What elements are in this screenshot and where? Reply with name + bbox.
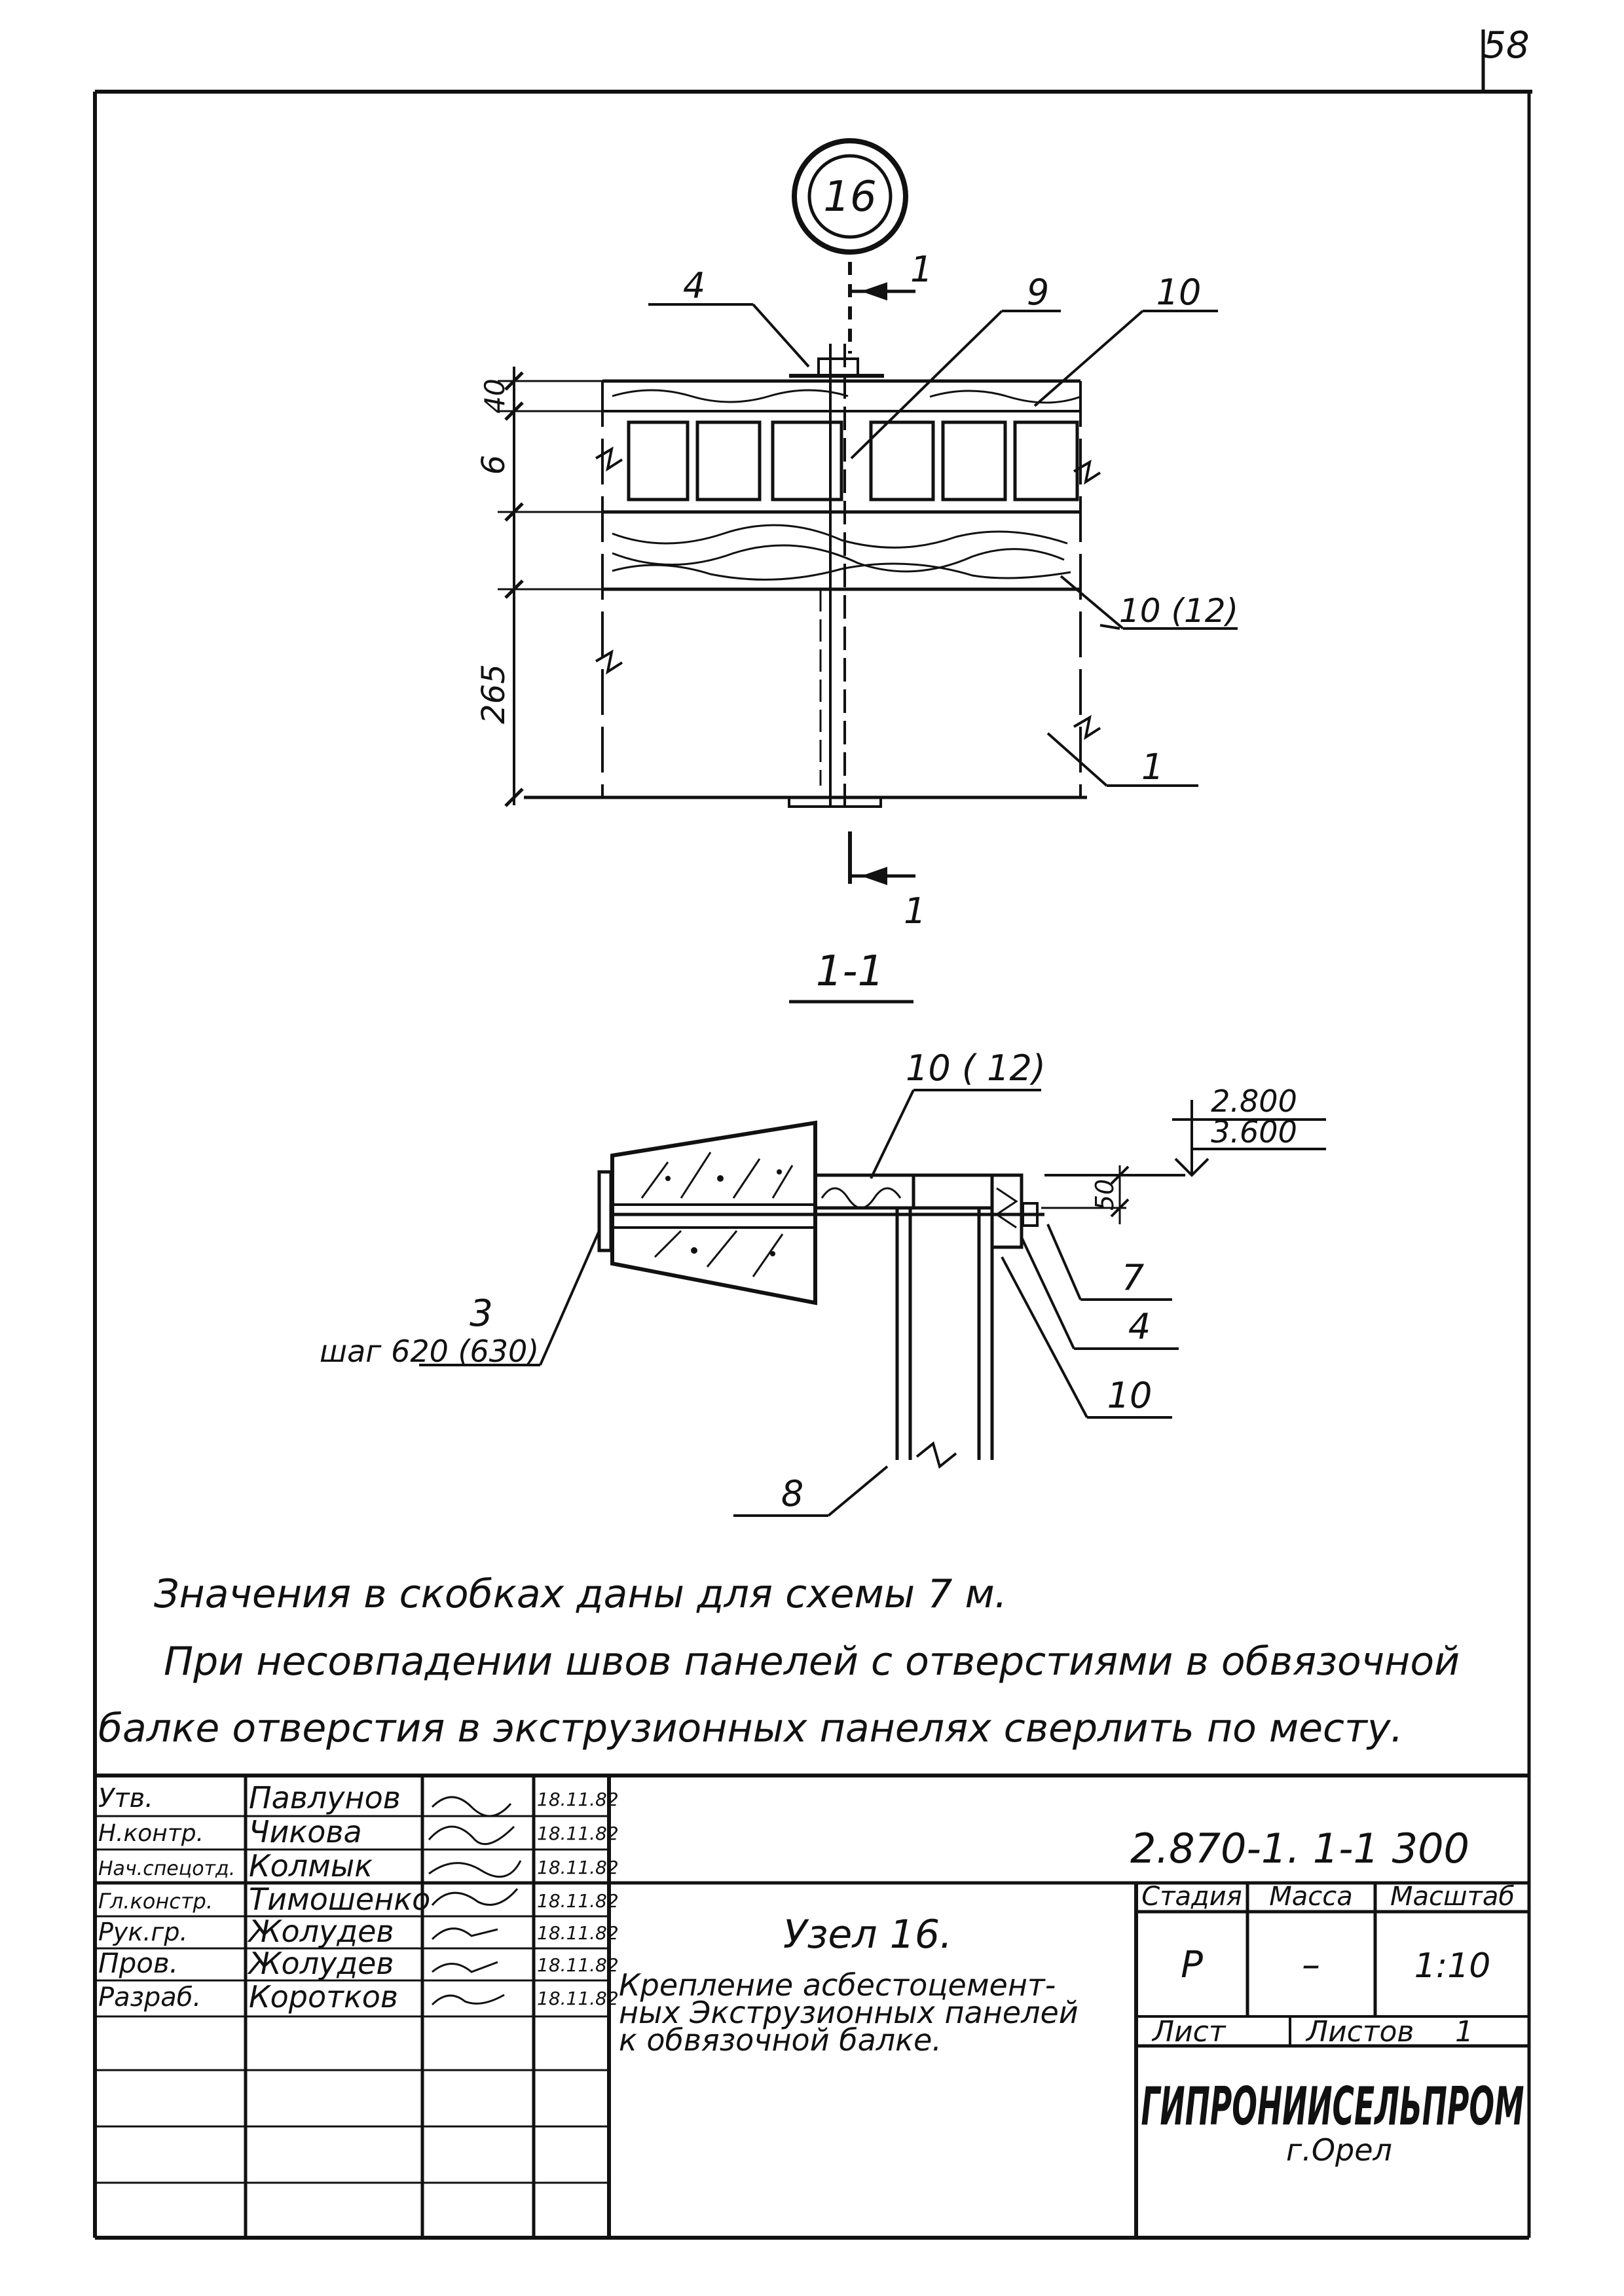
sheet-label: Лист (1153, 2015, 1226, 2049)
sig-date-7: 18.11.82 (537, 1988, 619, 2009)
sheets-label: Листов (1306, 2015, 1414, 2049)
elevation-top: 2.800 (1211, 1084, 1297, 1119)
section-callout-10: 10 (1107, 1375, 1153, 1416)
description-line-3: к обвязочной балке. (619, 2022, 942, 2058)
plan-view (498, 262, 1238, 885)
sig-name-2: Чикова (249, 1814, 362, 1850)
dim-40: 40 (479, 378, 511, 414)
sig-date-3: 18.11.82 (537, 1857, 619, 1878)
sheets-count: 1 (1455, 2015, 1473, 2049)
section-title: 1-1 (815, 947, 885, 996)
description-line-2: ных Экструзионных панелей (619, 1995, 1079, 2030)
sig-name-3: Колмык (249, 1848, 373, 1884)
sig-name-4: Тимошенко (249, 1882, 431, 1917)
plan-callout-10-12: 10 (12) (1118, 592, 1239, 630)
section-callout-4: 4 (1128, 1306, 1151, 1347)
sig-date-6: 18.11.82 (537, 1954, 619, 1976)
doc-code: 2.870-1. 1-1 300 (1130, 1825, 1470, 1872)
section-callout-10-12: 10 ( 12) (906, 1048, 1046, 1089)
note-line-3: балке отверстия в экструзионных панелях сверлить по месту. (98, 1705, 1403, 1751)
sig-name-6: Жолудев (249, 1946, 394, 1981)
pitch-note: шаг 620 (630) (320, 1334, 540, 1369)
sig-date-1: 18.11.82 (537, 1789, 619, 1810)
organization-city: г.Орел (1286, 2132, 1392, 2168)
sig-name-1: Павлунов (249, 1780, 401, 1815)
sig-date-2: 18.11.82 (537, 1823, 619, 1844)
scale-label: Масштаб (1390, 1882, 1515, 1912)
elevation-bottom: 3.600 (1211, 1114, 1297, 1150)
plan-callout-4: 4 (682, 265, 706, 306)
sig-date-5: 18.11.82 (537, 1922, 619, 1944)
dim-265: 265 (475, 664, 512, 724)
section-callout-7: 7 (1121, 1257, 1145, 1298)
section-mark-bottom: 1 (904, 890, 927, 932)
sig-role-4: Гл.констр. (98, 1889, 213, 1914)
mass-value: – (1302, 1944, 1320, 1986)
plan-callout-1: 1 (1141, 746, 1164, 788)
mass-label: Масса (1269, 1882, 1353, 1912)
section-callout-3: 3 (470, 1292, 493, 1335)
section-callout-8: 8 (781, 1473, 804, 1514)
sig-role-2: Н.контр. (98, 1820, 204, 1847)
dim-50: 50 (1090, 1178, 1119, 1211)
dim-6: 6 (475, 454, 512, 475)
plan-callout-10: 10 (1156, 272, 1202, 313)
node-number: 16 (823, 173, 877, 221)
section-view (419, 1090, 1326, 1516)
sig-name-7: Коротков (249, 1979, 398, 2014)
description-line-1: Крепление асбестоцемент- (619, 1967, 1056, 2003)
note-line-1: Значения в скобках даны для схемы 7 м. (154, 1571, 1007, 1617)
sig-date-4: 18.11.82 (537, 1890, 619, 1912)
organization: ГИПРОНИИСЕЛЬПРОМ (1141, 2076, 1524, 2137)
page-number: 58 (1483, 24, 1530, 67)
drawing-title: Узел 16. (783, 1912, 953, 1958)
sig-role-1: Утв. (98, 1783, 153, 1813)
sig-role-6: Пров. (98, 1947, 179, 1979)
note-line-2: При несовпадении швов панелей с отверстиями в обвязочной (164, 1639, 1460, 1685)
sig-role-7: Разраб. (98, 1982, 202, 2013)
sig-name-5: Жолудев (249, 1914, 394, 1949)
section-mark-top: 1 (910, 249, 933, 290)
scale-value: 1:10 (1414, 1946, 1491, 1986)
sig-role-3: Нач.спецотд. (98, 1857, 236, 1880)
plan-callout-9: 9 (1026, 272, 1050, 313)
stage-value: Р (1181, 1944, 1203, 1986)
sig-role-5: Рук.гр. (98, 1918, 188, 1946)
stage-label: Стадия (1141, 1882, 1242, 1912)
